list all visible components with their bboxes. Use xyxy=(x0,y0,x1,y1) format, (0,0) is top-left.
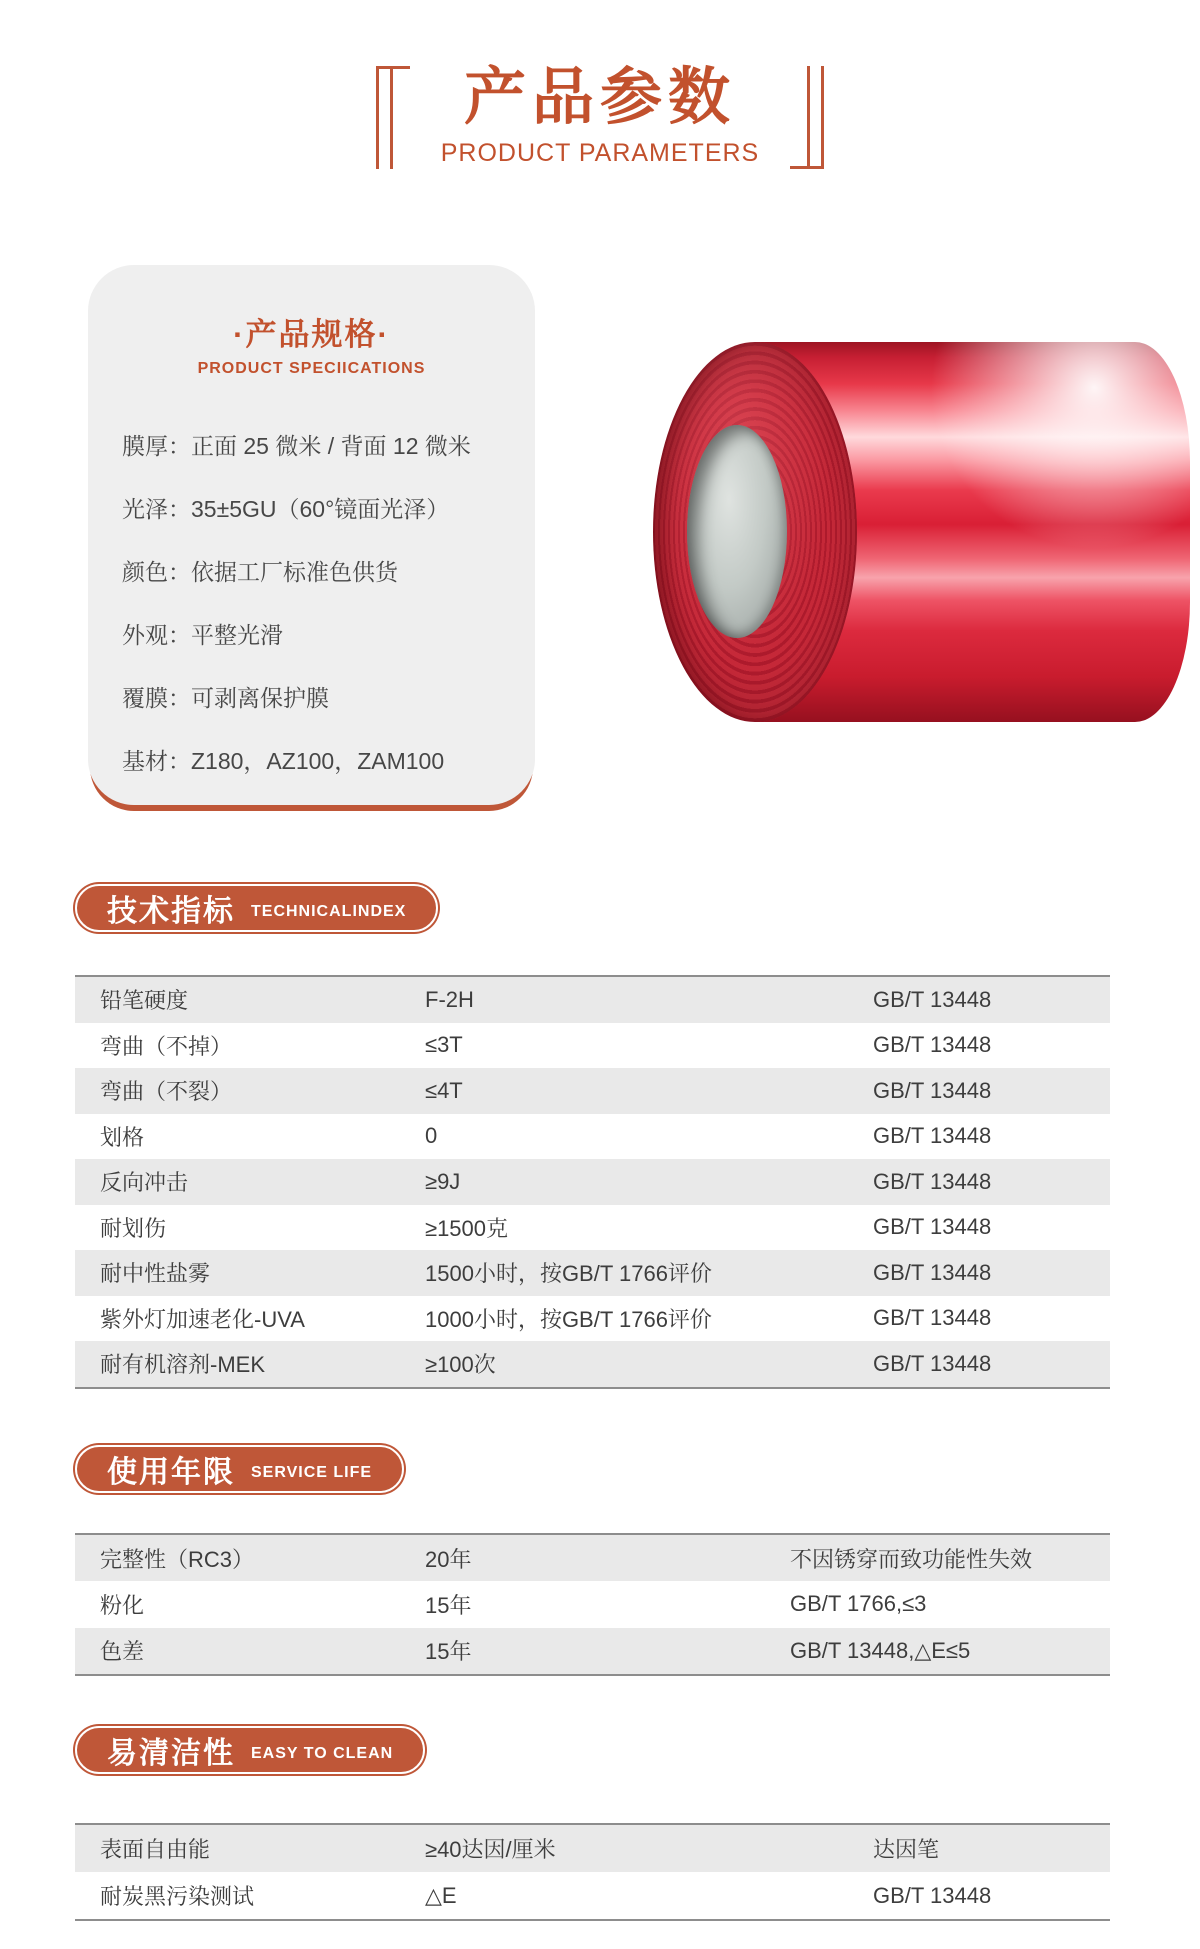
spec-item-lamination: 覆膜：可剥离保护膜 xyxy=(122,685,329,711)
cell-item: 耐炭黑污染测试 xyxy=(100,1884,255,1909)
technical-index-title: 技术指标 xyxy=(107,895,235,928)
cell-value: △E xyxy=(425,1882,457,1908)
cell-value: 1000小时，按GB/T 1766评价 xyxy=(425,1306,712,1332)
cell-item: 耐划伤 xyxy=(100,1215,167,1241)
service-life-subtitle: SERVICE LIFE xyxy=(251,1464,373,1481)
page-title: 产品参数 xyxy=(463,63,736,132)
cell-standard: GB/T 13448 xyxy=(873,1259,992,1285)
cell-value: 1500小时，按GB/T 1766评价 xyxy=(425,1261,712,1287)
service-life-badge xyxy=(75,1445,404,1493)
cell-value: ≤4T xyxy=(425,1077,463,1103)
product-spec-card xyxy=(88,265,535,805)
cell-value: ≥40达因/厘米 xyxy=(425,1837,556,1862)
cell-item: 紫外灯加速老化-UVA xyxy=(100,1306,305,1332)
technical-index-badge xyxy=(75,884,438,932)
table-row xyxy=(75,1114,1110,1160)
table-row xyxy=(75,1023,1110,1069)
spec-item-color: 颜色：依据工厂标准色供货 xyxy=(122,559,398,585)
cell-standard: 不因锈穿而致功能性失效 xyxy=(790,1546,1033,1572)
spec-item-gloss: 光泽：35±5GU（60°镜面光泽） xyxy=(122,496,450,522)
cell-value: ≤3T xyxy=(425,1032,463,1058)
service-life-table xyxy=(75,1533,1110,1676)
cell-standard: GB/T 13448,△E≤5 xyxy=(790,1637,971,1663)
spec-card-subtitle: PRODUCT SPECIICATIONS xyxy=(197,360,426,377)
cell-standard: GB/T 13448 xyxy=(873,1032,992,1058)
easy-to-clean-badge xyxy=(75,1726,425,1774)
table-row xyxy=(75,1068,1110,1114)
cell-standard: GB/T 13448 xyxy=(873,1882,992,1908)
table-row xyxy=(75,1250,1110,1296)
table-row xyxy=(75,1825,1110,1872)
cell-standard: GB/T 13448 xyxy=(873,1077,992,1103)
cell-standard: 达因笔 xyxy=(873,1837,940,1862)
spec-list xyxy=(88,415,535,793)
table-row xyxy=(75,977,1110,1023)
coil-core-hole xyxy=(687,425,787,638)
table-row xyxy=(75,1628,1110,1674)
header xyxy=(0,62,1200,168)
table-row xyxy=(75,1296,1110,1342)
easy-to-clean-subtitle: EASY TO CLEAN xyxy=(251,1745,394,1762)
cell-standard: GB/T 13448 xyxy=(873,1305,992,1331)
cell-standard: GB/T 13448 xyxy=(873,1123,992,1149)
cell-item: 划格 xyxy=(100,1124,145,1150)
spec-card-title: ·产品规格· xyxy=(233,317,390,352)
cell-value: ≥1500克 xyxy=(425,1215,509,1241)
cell-value: 15年 xyxy=(425,1639,472,1665)
easy-to-clean-title: 易清洁性 xyxy=(107,1737,235,1770)
page-subtitle: PRODUCT PARAMETERS xyxy=(440,139,760,167)
table-row xyxy=(75,1205,1110,1251)
cell-item: 耐中性盐雾 xyxy=(100,1261,211,1287)
table-row xyxy=(75,1872,1110,1919)
table-row xyxy=(75,1535,1110,1581)
cell-value: 15年 xyxy=(425,1592,472,1618)
cell-standard: GB/T 13448 xyxy=(873,1214,992,1240)
cell-item: 弯曲（不裂） xyxy=(100,1079,233,1105)
cell-item: 弯曲（不掉） xyxy=(100,1033,233,1059)
cell-value: 20年 xyxy=(425,1546,472,1572)
technical-index-subtitle: TECHNICALINDEX xyxy=(251,903,407,920)
table-row xyxy=(75,1341,1110,1387)
cell-item: 反向冲击 xyxy=(100,1170,189,1196)
service-life-title: 使用年限 xyxy=(107,1456,235,1489)
table-row xyxy=(75,1581,1110,1627)
cell-standard: GB/T 13448 xyxy=(873,1350,992,1376)
cell-item: 完整性（RC3） xyxy=(100,1546,255,1572)
technical-index-table xyxy=(75,975,1110,1389)
cell-standard: GB/T 13448 xyxy=(873,1168,992,1194)
cell-item: 色差 xyxy=(100,1639,145,1665)
easy-to-clean-table xyxy=(75,1823,1110,1921)
cell-item: 铅笔硬度 xyxy=(100,988,189,1014)
cell-item: 粉化 xyxy=(100,1592,145,1618)
cell-standard: GB/T 1766,≤3 xyxy=(790,1591,927,1617)
cell-item: 表面自由能 xyxy=(100,1837,211,1862)
cell-item: 耐有机溶剂-MEK xyxy=(100,1352,266,1378)
spec-item-substrate: 基材：Z180，AZ100，ZAM100 xyxy=(122,748,445,774)
cell-value: 0 xyxy=(425,1123,438,1149)
cell-standard: GB/T 13448 xyxy=(873,986,992,1012)
spec-item-appearance: 外观：平整光滑 xyxy=(122,622,283,648)
table-row xyxy=(75,1159,1110,1205)
cell-value: ≥100次 xyxy=(425,1352,496,1378)
cell-value: F-2H xyxy=(425,986,474,1012)
cell-value: ≥9J xyxy=(425,1168,461,1194)
spec-item-film-thickness: 膜厚：正面 25 微米 / 背面 12 微米 xyxy=(122,433,471,459)
red-steel-coil-image xyxy=(600,280,1200,780)
